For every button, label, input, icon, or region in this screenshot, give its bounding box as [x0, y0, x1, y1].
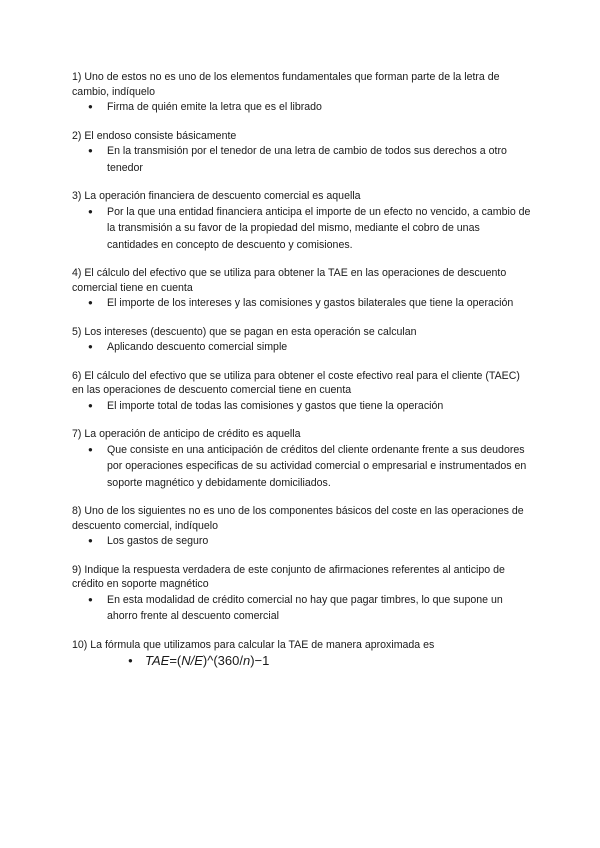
question-text: 10) La fórmula que utilizamos para calcular la TAE de manera aproximada es — [72, 638, 435, 651]
formula-eq: =( — [169, 653, 182, 668]
question-text: 8) Uno de los siguientes no es uno de los componentes básicos del coste en las operaciones de descuento comercial, indíquelo — [72, 505, 524, 532]
question-text: 3) La operación financiera de descuento comercial es aquella — [72, 190, 361, 202]
question-7 — [72, 427, 532, 491]
answer-item: ● Por la que una entidad financiera anticipa el importe de un efecto no vencido, a cambio de la transmisión a su favor de la propiedad del mismo, mediante el cobro de unas cantidades en concepto de descuento y comisiones. — [72, 204, 532, 254]
question-text: 6) El cálculo del efectivo que se utiliza para obtener el coste efectivo real para el cliente (TAEC) en las operaciones de descuento comercial tiene en cuenta — [72, 369, 520, 396]
formula-pow: )^(360/ — [202, 653, 243, 668]
answer-list — [72, 99, 532, 116]
formula-ne: N/E — [181, 653, 203, 668]
answer-list — [72, 204, 532, 254]
answer-item: ● Los gastos de seguro — [72, 533, 532, 550]
answer-list — [72, 143, 532, 176]
question-text: 5) Los intereses (descuento) que se pagan en esta operación se calculan — [72, 325, 417, 338]
question-6 — [72, 369, 532, 415]
question-text: 7) La operación de anticipo de crédito es aquella — [72, 428, 301, 440]
question-10 — [72, 638, 532, 670]
answer-item: ● En la transmisión por el tenedor de una letra de cambio de todos sus derechos a otro tenedor — [72, 143, 532, 176]
question-9 — [72, 563, 532, 625]
question-2 — [72, 129, 532, 177]
question-text: 1) Uno de estos no es uno de los elementos fundamentales que forman parte de la letra de cambio, indíquelo — [72, 71, 500, 98]
formula-tae: TAE — [145, 653, 170, 668]
formula-tail: )−1 — [250, 653, 270, 668]
answer-item: ● Aplicando descuento comercial simple — [72, 339, 532, 356]
answer-list — [72, 339, 532, 356]
question-5 — [72, 325, 532, 356]
answer-list — [72, 533, 532, 550]
answer-item: ● El importe total de todas las comisiones y gastos que tiene la operación — [72, 398, 532, 415]
document-page — [72, 70, 532, 682]
question-text: 2) El endoso consiste básicamente — [72, 129, 237, 142]
question-text: 4) El cálculo del efectivo que se utiliza para obtener la TAE en las operaciones de descuento comercial tiene en cuenta — [72, 267, 507, 294]
formula-n: n — [242, 653, 251, 668]
question-3 — [72, 189, 532, 253]
question-1 — [72, 70, 532, 116]
question-text: 9) Indique la respuesta verdadera de este conjunto de afirmaciones referentes al anticipo de crédito en soporte magnético — [72, 563, 505, 590]
question-4 — [72, 266, 532, 312]
answer-item: ● Firma de quién emite la letra que es el librado — [72, 99, 532, 116]
answer-item: ● En esta modalidad de crédito comercial no hay que pagar timbres, lo que supone un ahorro frente al descuento comercial — [72, 592, 532, 625]
question-8 — [72, 504, 532, 550]
formula-item — [72, 652, 532, 669]
answer-list — [72, 295, 532, 312]
answer-list — [72, 398, 532, 415]
answer-list — [72, 442, 532, 492]
answer-item: ● El importe de los intereses y las comisiones y gastos bilaterales que tiene la operación — [72, 295, 532, 312]
answer-item: ● Que consiste en una anticipación de créditos del cliente ordenante frente a sus deudores por operaciones especificas de su actividad comercial o empresarial e instrumentados en soporte magnético y debidamente domiciliados. — [72, 442, 532, 492]
answer-list — [72, 592, 532, 625]
